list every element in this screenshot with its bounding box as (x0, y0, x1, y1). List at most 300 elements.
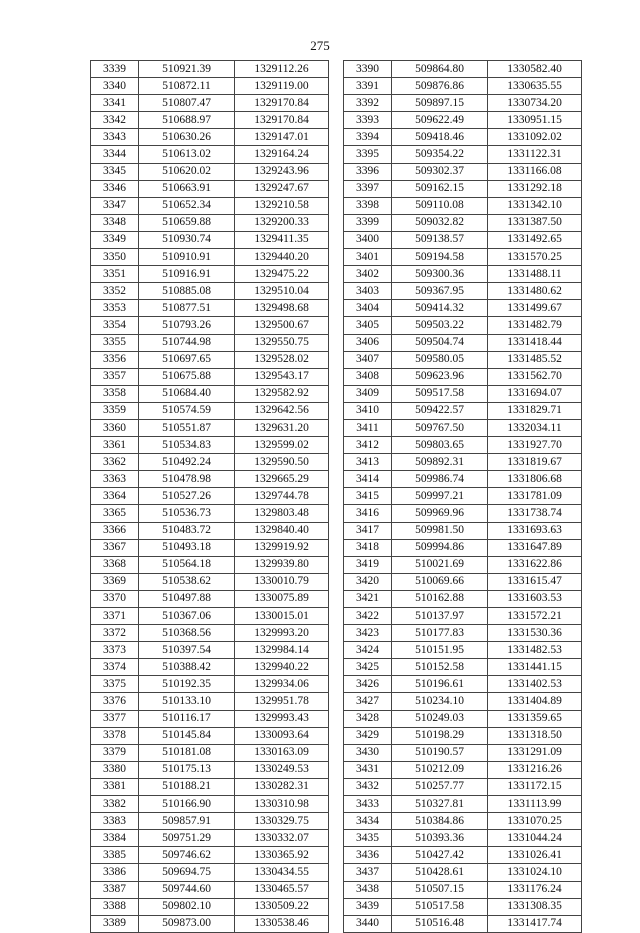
table-row (91, 710, 329, 727)
y-coordinate-cell: 1330015.01 (235, 608, 329, 625)
x-coordinate-cell: 510162.88 (392, 590, 488, 607)
x-coordinate-cell: 510536.73 (139, 505, 235, 522)
x-coordinate-cell: 509418.46 (392, 129, 488, 146)
y-coordinate-cell: 1330075.89 (235, 590, 329, 607)
x-coordinate-cell: 510507.15 (392, 881, 488, 898)
point-number-cell: 3376 (91, 693, 139, 710)
point-number-cell: 3371 (91, 608, 139, 625)
x-coordinate-cell: 510574.59 (139, 402, 235, 419)
table-row (344, 676, 582, 693)
x-coordinate-cell: 510551.87 (139, 419, 235, 436)
y-coordinate-cell: 1329642.56 (235, 402, 329, 419)
y-coordinate-cell: 1329200.33 (235, 214, 329, 231)
table-row (91, 385, 329, 402)
x-coordinate-cell: 509969.96 (392, 505, 488, 522)
point-number-cell: 3357 (91, 368, 139, 385)
y-coordinate-cell: 1331829.71 (488, 402, 582, 419)
x-coordinate-cell: 510152.58 (392, 659, 488, 676)
point-number-cell: 3437 (344, 864, 392, 881)
x-coordinate-cell: 510877.51 (139, 300, 235, 317)
point-number-cell: 3380 (91, 761, 139, 778)
y-coordinate-cell: 1331342.10 (488, 197, 582, 214)
y-coordinate-cell: 1329599.02 (235, 437, 329, 454)
table-row (344, 573, 582, 590)
table-row (344, 830, 582, 847)
x-coordinate-cell: 510234.10 (392, 693, 488, 710)
x-coordinate-cell: 510807.47 (139, 95, 235, 112)
table-row (344, 231, 582, 248)
x-coordinate-cell: 509864.80 (392, 61, 488, 78)
x-coordinate-cell: 510534.83 (139, 437, 235, 454)
table-row (344, 317, 582, 334)
point-number-cell: 3365 (91, 505, 139, 522)
y-coordinate-cell: 1330365.92 (235, 847, 329, 864)
y-coordinate-cell: 1331530.36 (488, 625, 582, 642)
x-coordinate-cell: 509138.57 (392, 231, 488, 248)
x-coordinate-cell: 509194.58 (392, 249, 488, 266)
table-row (91, 283, 329, 300)
table-row (344, 249, 582, 266)
table-row (344, 351, 582, 368)
y-coordinate-cell: 1329170.84 (235, 112, 329, 129)
table-row (91, 249, 329, 266)
table-row (91, 61, 329, 78)
y-coordinate-cell: 1330951.15 (488, 112, 582, 129)
y-coordinate-cell: 1329164.24 (235, 146, 329, 163)
y-coordinate-cell: 1331492.65 (488, 231, 582, 248)
x-coordinate-cell: 510384.86 (392, 813, 488, 830)
table-row (344, 727, 582, 744)
table-row (344, 881, 582, 898)
point-number-cell: 3409 (344, 385, 392, 402)
x-coordinate-cell: 509767.50 (392, 419, 488, 436)
y-coordinate-cell: 1331359.65 (488, 710, 582, 727)
y-coordinate-cell: 1329939.80 (235, 556, 329, 573)
point-number-cell: 3428 (344, 710, 392, 727)
table-row (91, 163, 329, 180)
point-number-cell: 3406 (344, 334, 392, 351)
table-row (91, 676, 329, 693)
table-row (344, 419, 582, 436)
point-number-cell: 3340 (91, 78, 139, 95)
table-row (344, 112, 582, 129)
table-row (344, 864, 582, 881)
y-coordinate-cell: 1331499.67 (488, 300, 582, 317)
y-coordinate-cell: 1331122.31 (488, 146, 582, 163)
table-row (344, 283, 582, 300)
y-coordinate-cell: 1329951.78 (235, 693, 329, 710)
y-coordinate-cell: 1331166.08 (488, 163, 582, 180)
point-number-cell: 3346 (91, 180, 139, 197)
y-coordinate-cell: 1329528.02 (235, 351, 329, 368)
table-row (344, 334, 582, 351)
x-coordinate-cell: 510177.83 (392, 625, 488, 642)
y-coordinate-cell: 1331693.63 (488, 522, 582, 539)
point-number-cell: 3438 (344, 881, 392, 898)
table-row (91, 881, 329, 898)
table-row (344, 488, 582, 505)
x-coordinate-cell: 510492.24 (139, 454, 235, 471)
x-coordinate-cell: 510198.29 (392, 727, 488, 744)
y-coordinate-cell: 1331291.09 (488, 744, 582, 761)
coordinates-table-left (90, 60, 329, 933)
y-coordinate-cell: 1330310.98 (235, 796, 329, 813)
table-row (91, 864, 329, 881)
point-number-cell: 3429 (344, 727, 392, 744)
y-coordinate-cell: 1331603.53 (488, 590, 582, 607)
point-number-cell: 3415 (344, 488, 392, 505)
table-row (344, 146, 582, 163)
x-coordinate-cell: 510910.91 (139, 249, 235, 266)
y-coordinate-cell: 1331216.26 (488, 761, 582, 778)
table-row (91, 488, 329, 505)
x-coordinate-cell: 509897.15 (392, 95, 488, 112)
table-row (344, 61, 582, 78)
point-number-cell: 3362 (91, 454, 139, 471)
point-number-cell: 3394 (344, 129, 392, 146)
y-coordinate-cell: 1329147.01 (235, 129, 329, 146)
point-number-cell: 3427 (344, 693, 392, 710)
point-number-cell: 3414 (344, 471, 392, 488)
x-coordinate-cell: 509744.60 (139, 881, 235, 898)
y-coordinate-cell: 1330465.57 (235, 881, 329, 898)
table-row (91, 402, 329, 419)
y-coordinate-cell: 1331485.52 (488, 351, 582, 368)
point-number-cell: 3364 (91, 488, 139, 505)
table-row (91, 334, 329, 351)
point-number-cell: 3378 (91, 727, 139, 744)
x-coordinate-cell: 510133.10 (139, 693, 235, 710)
point-number-cell: 3356 (91, 351, 139, 368)
table-row (91, 95, 329, 112)
point-number-cell: 3408 (344, 368, 392, 385)
point-number-cell: 3391 (344, 78, 392, 95)
y-coordinate-cell: 1331482.79 (488, 317, 582, 334)
point-number-cell: 3339 (91, 61, 139, 78)
x-coordinate-cell: 510428.61 (392, 864, 488, 881)
x-coordinate-cell: 509892.31 (392, 454, 488, 471)
y-coordinate-cell: 1331318.50 (488, 727, 582, 744)
x-coordinate-cell: 510930.74 (139, 231, 235, 248)
y-coordinate-cell: 1331092.02 (488, 129, 582, 146)
y-coordinate-cell: 1329440.20 (235, 249, 329, 266)
table-row (344, 915, 582, 932)
point-number-cell: 3424 (344, 642, 392, 659)
point-number-cell: 3434 (344, 813, 392, 830)
point-number-cell: 3359 (91, 402, 139, 419)
point-number-cell: 3422 (344, 608, 392, 625)
table-row (91, 608, 329, 625)
x-coordinate-cell: 509580.05 (392, 351, 488, 368)
y-coordinate-cell: 1331482.53 (488, 642, 582, 659)
point-number-cell: 3404 (344, 300, 392, 317)
y-coordinate-cell: 1330582.40 (488, 61, 582, 78)
point-number-cell: 3395 (344, 146, 392, 163)
table-row (91, 659, 329, 676)
y-coordinate-cell: 1330329.75 (235, 813, 329, 830)
y-coordinate-cell: 1331070.25 (488, 813, 582, 830)
y-coordinate-cell: 1331024.10 (488, 864, 582, 881)
table-row (91, 197, 329, 214)
point-number-cell: 3389 (91, 915, 139, 932)
point-number-cell: 3343 (91, 129, 139, 146)
table-row (344, 214, 582, 231)
table-row (344, 556, 582, 573)
table-row (91, 727, 329, 744)
x-coordinate-cell: 509503.22 (392, 317, 488, 334)
y-coordinate-cell: 1329582.92 (235, 385, 329, 402)
x-coordinate-cell: 510527.26 (139, 488, 235, 505)
x-coordinate-cell: 510564.18 (139, 556, 235, 573)
x-coordinate-cell: 510388.42 (139, 659, 235, 676)
point-number-cell: 3399 (344, 214, 392, 231)
x-coordinate-cell: 510793.26 (139, 317, 235, 334)
point-number-cell: 3420 (344, 573, 392, 590)
x-coordinate-cell: 509873.00 (139, 915, 235, 932)
point-number-cell: 3401 (344, 249, 392, 266)
x-coordinate-cell: 510688.97 (139, 112, 235, 129)
table-row (344, 898, 582, 915)
y-coordinate-cell: 1331615.47 (488, 573, 582, 590)
table-row (91, 847, 329, 864)
point-number-cell: 3375 (91, 676, 139, 693)
x-coordinate-cell: 510192.35 (139, 676, 235, 693)
point-number-cell: 3419 (344, 556, 392, 573)
point-number-cell: 3373 (91, 642, 139, 659)
x-coordinate-cell: 509110.08 (392, 197, 488, 214)
table-row (91, 471, 329, 488)
point-number-cell: 3400 (344, 231, 392, 248)
x-coordinate-cell: 510145.84 (139, 727, 235, 744)
table-row (91, 505, 329, 522)
x-coordinate-cell: 509802.10 (139, 898, 235, 915)
table-row (344, 300, 582, 317)
table-row (91, 300, 329, 317)
point-number-cell: 3382 (91, 796, 139, 813)
point-number-cell: 3350 (91, 249, 139, 266)
table-row (91, 778, 329, 795)
table-row (91, 351, 329, 368)
table-row (344, 129, 582, 146)
point-number-cell: 3413 (344, 454, 392, 471)
table-row (344, 95, 582, 112)
y-coordinate-cell: 1329510.04 (235, 283, 329, 300)
table-row (344, 796, 582, 813)
y-coordinate-cell: 1331806.68 (488, 471, 582, 488)
table-row (91, 796, 329, 813)
y-coordinate-cell: 1329475.22 (235, 266, 329, 283)
table-row (91, 437, 329, 454)
table-row (344, 180, 582, 197)
x-coordinate-cell: 510021.69 (392, 556, 488, 573)
x-coordinate-cell: 510652.34 (139, 197, 235, 214)
table-row (344, 659, 582, 676)
point-number-cell: 3398 (344, 197, 392, 214)
point-number-cell: 3435 (344, 830, 392, 847)
table-row (344, 385, 582, 402)
y-coordinate-cell: 1329119.00 (235, 78, 329, 95)
table-row (91, 830, 329, 847)
x-coordinate-cell: 510872.11 (139, 78, 235, 95)
y-coordinate-cell: 1329411.35 (235, 231, 329, 248)
y-coordinate-cell: 1330538.46 (235, 915, 329, 932)
point-number-cell: 3433 (344, 796, 392, 813)
table-row (91, 180, 329, 197)
table-row (91, 813, 329, 830)
table-row (344, 778, 582, 795)
table-row (91, 231, 329, 248)
y-coordinate-cell: 1330635.55 (488, 78, 582, 95)
x-coordinate-cell: 509986.74 (392, 471, 488, 488)
x-coordinate-cell: 509367.95 (392, 283, 488, 300)
point-number-cell: 3426 (344, 676, 392, 693)
y-coordinate-cell: 1330434.55 (235, 864, 329, 881)
x-coordinate-cell: 509622.49 (392, 112, 488, 129)
x-coordinate-cell: 510516.48 (392, 915, 488, 932)
y-coordinate-cell: 1331387.50 (488, 214, 582, 231)
table-row (91, 556, 329, 573)
table-row (344, 744, 582, 761)
point-number-cell: 3372 (91, 625, 139, 642)
table-row (91, 915, 329, 932)
table-row (344, 590, 582, 607)
x-coordinate-cell: 509994.86 (392, 539, 488, 556)
x-coordinate-cell: 510684.40 (139, 385, 235, 402)
x-coordinate-cell: 510368.56 (139, 625, 235, 642)
x-coordinate-cell: 510212.09 (392, 761, 488, 778)
x-coordinate-cell: 509300.36 (392, 266, 488, 283)
y-coordinate-cell: 1332034.11 (488, 419, 582, 436)
point-number-cell: 3388 (91, 898, 139, 915)
point-number-cell: 3407 (344, 351, 392, 368)
point-number-cell: 3396 (344, 163, 392, 180)
y-coordinate-cell: 1331488.11 (488, 266, 582, 283)
point-number-cell: 3384 (91, 830, 139, 847)
point-number-cell: 3425 (344, 659, 392, 676)
table-row (344, 454, 582, 471)
x-coordinate-cell: 509623.96 (392, 368, 488, 385)
y-coordinate-cell: 1329590.50 (235, 454, 329, 471)
y-coordinate-cell: 1331622.86 (488, 556, 582, 573)
x-coordinate-cell: 510517.58 (392, 898, 488, 915)
x-coordinate-cell: 510175.13 (139, 761, 235, 778)
x-coordinate-cell: 509162.15 (392, 180, 488, 197)
y-coordinate-cell: 1329744.78 (235, 488, 329, 505)
point-number-cell: 3381 (91, 778, 139, 795)
y-coordinate-cell: 1329500.67 (235, 317, 329, 334)
y-coordinate-cell: 1331781.09 (488, 488, 582, 505)
table-row (344, 608, 582, 625)
point-number-cell: 3423 (344, 625, 392, 642)
point-number-cell: 3348 (91, 214, 139, 231)
y-coordinate-cell: 1330332.07 (235, 830, 329, 847)
coordinates-table-left-body (91, 61, 329, 933)
x-coordinate-cell: 510916.91 (139, 266, 235, 283)
point-number-cell: 3439 (344, 898, 392, 915)
table-row (344, 78, 582, 95)
x-coordinate-cell: 510478.98 (139, 471, 235, 488)
x-coordinate-cell: 510630.26 (139, 129, 235, 146)
table-row (91, 744, 329, 761)
table-row (91, 78, 329, 95)
coordinates-table-right (343, 60, 582, 933)
point-number-cell: 3403 (344, 283, 392, 300)
x-coordinate-cell: 510744.98 (139, 334, 235, 351)
y-coordinate-cell: 1329919.92 (235, 539, 329, 556)
y-coordinate-cell: 1331176.24 (488, 881, 582, 898)
table-row (344, 710, 582, 727)
x-coordinate-cell: 509997.21 (392, 488, 488, 505)
y-coordinate-cell: 1330509.22 (235, 898, 329, 915)
table-row (91, 573, 329, 590)
table-row (344, 522, 582, 539)
y-coordinate-cell: 1329993.20 (235, 625, 329, 642)
x-coordinate-cell: 510697.65 (139, 351, 235, 368)
y-coordinate-cell: 1331647.89 (488, 539, 582, 556)
table-row (91, 317, 329, 334)
table-row (344, 163, 582, 180)
x-coordinate-cell: 510538.62 (139, 573, 235, 590)
table-row (91, 368, 329, 385)
table-row (344, 625, 582, 642)
x-coordinate-cell: 509302.37 (392, 163, 488, 180)
x-coordinate-cell: 510190.57 (392, 744, 488, 761)
y-coordinate-cell: 1331172.15 (488, 778, 582, 795)
point-number-cell: 3440 (344, 915, 392, 932)
point-number-cell: 3421 (344, 590, 392, 607)
x-coordinate-cell: 510497.88 (139, 590, 235, 607)
point-number-cell: 3416 (344, 505, 392, 522)
point-number-cell: 3344 (91, 146, 139, 163)
table-row (91, 146, 329, 163)
point-number-cell: 3355 (91, 334, 139, 351)
point-number-cell: 3392 (344, 95, 392, 112)
table-row (344, 505, 582, 522)
table-row (344, 539, 582, 556)
x-coordinate-cell: 510620.02 (139, 163, 235, 180)
point-number-cell: 3342 (91, 112, 139, 129)
y-coordinate-cell: 1330093.64 (235, 727, 329, 744)
x-coordinate-cell: 509504.74 (392, 334, 488, 351)
point-number-cell: 3347 (91, 197, 139, 214)
point-number-cell: 3358 (91, 385, 139, 402)
table-row (344, 471, 582, 488)
table-row (91, 898, 329, 915)
x-coordinate-cell: 509857.91 (139, 813, 235, 830)
point-number-cell: 3367 (91, 539, 139, 556)
point-number-cell: 3370 (91, 590, 139, 607)
x-coordinate-cell: 509694.75 (139, 864, 235, 881)
x-coordinate-cell: 509517.58 (392, 385, 488, 402)
y-coordinate-cell: 1331441.15 (488, 659, 582, 676)
table-row (91, 112, 329, 129)
table-row (344, 761, 582, 778)
table-row (91, 129, 329, 146)
point-number-cell: 3410 (344, 402, 392, 419)
x-coordinate-cell: 510116.17 (139, 710, 235, 727)
x-coordinate-cell: 510137.97 (392, 608, 488, 625)
y-coordinate-cell: 1331562.70 (488, 368, 582, 385)
point-number-cell: 3397 (344, 180, 392, 197)
coordinates-table-right-body (344, 61, 582, 933)
y-coordinate-cell: 1331570.25 (488, 249, 582, 266)
point-number-cell: 3368 (91, 556, 139, 573)
point-number-cell: 3345 (91, 163, 139, 180)
y-coordinate-cell: 1331738.74 (488, 505, 582, 522)
point-number-cell: 3351 (91, 266, 139, 283)
point-number-cell: 3405 (344, 317, 392, 334)
x-coordinate-cell: 510166.90 (139, 796, 235, 813)
